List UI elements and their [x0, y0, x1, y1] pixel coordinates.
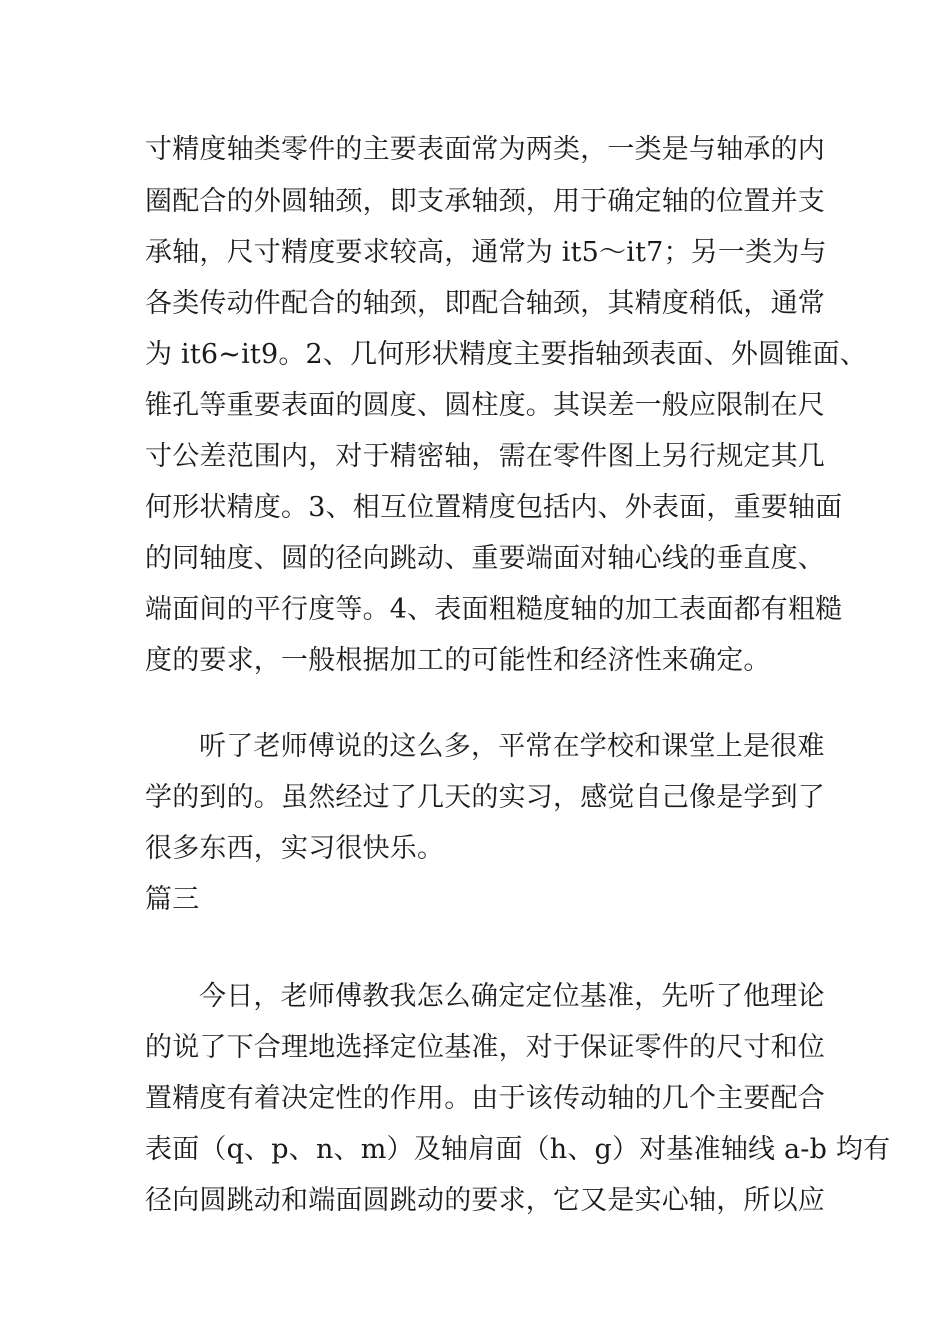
paragraph-1-line: 度的要求，一般根据加工的可能性和经济性来确定。: [145, 645, 771, 676]
paragraph-1-line: 寸精度轴类零件的主要表面常为两类，一类是与轴承的内: [145, 134, 825, 165]
paragraph-3-line: 径向圆跳动和端面圆跳动的要求，它又是实心轴，所以应: [145, 1185, 825, 1216]
paragraph-1-line: 各类传动件配合的轴颈，即配合轴颈，其精度稍低，通常: [145, 288, 825, 319]
paragraph-3-line: 置精度有着决定性的作用。由于该传动轴的几个主要配合: [145, 1083, 825, 1114]
paragraph-3-line: 今日，老师傅教我怎么确定定位基准，先听了他理论: [199, 981, 825, 1012]
paragraph-3-line: 表面（q、p、n、m）及轴肩面（h、g）对基准轴线 a-b 均有: [145, 1134, 891, 1165]
paragraph-1-line: 的同轴度、圆的径向跳动、重要端面对轴心线的垂直度、: [145, 543, 825, 574]
paragraph-1-line: 锥孔等重要表面的圆度、圆柱度。其误差一般应限制在尺: [145, 390, 825, 421]
paragraph-2-line: 学的到的。虽然经过了几天的实习，感觉自己像是学到了: [145, 782, 825, 813]
paragraph-2-line: 听了老师傅说的这么多，平常在学校和课堂上是很难: [199, 731, 825, 762]
paragraph-3-line: 的说了下合理地选择定位基准，对于保证零件的尺寸和位: [145, 1032, 825, 1063]
paragraph-1-line: 圈配合的外圆轴颈，即支承轴颈，用于确定轴的位置并支: [145, 186, 825, 217]
paragraph-2-line: 很多东西，实习很快乐。: [145, 833, 445, 864]
paragraph-1-line: 寸公差范围内，对于精密轴，需在零件图上另行规定其几: [145, 441, 825, 472]
paragraph-1-line: 承轴，尺寸精度要求较高，通常为 it5～it7；另一类为与: [145, 237, 827, 268]
paragraph-1-line: 端面间的平行度等。4、表面粗糙度轴的加工表面都有粗糙: [145, 594, 843, 625]
paragraph-1-line: 为 it6~it9。2、几何形状精度主要指轴颈表面、外圆锥面、: [145, 339, 867, 370]
paragraph-1-line: 何形状精度。3、相互位置精度包括内、外表面，重要轴面: [145, 492, 843, 523]
section-title: 篇三: [145, 884, 200, 915]
